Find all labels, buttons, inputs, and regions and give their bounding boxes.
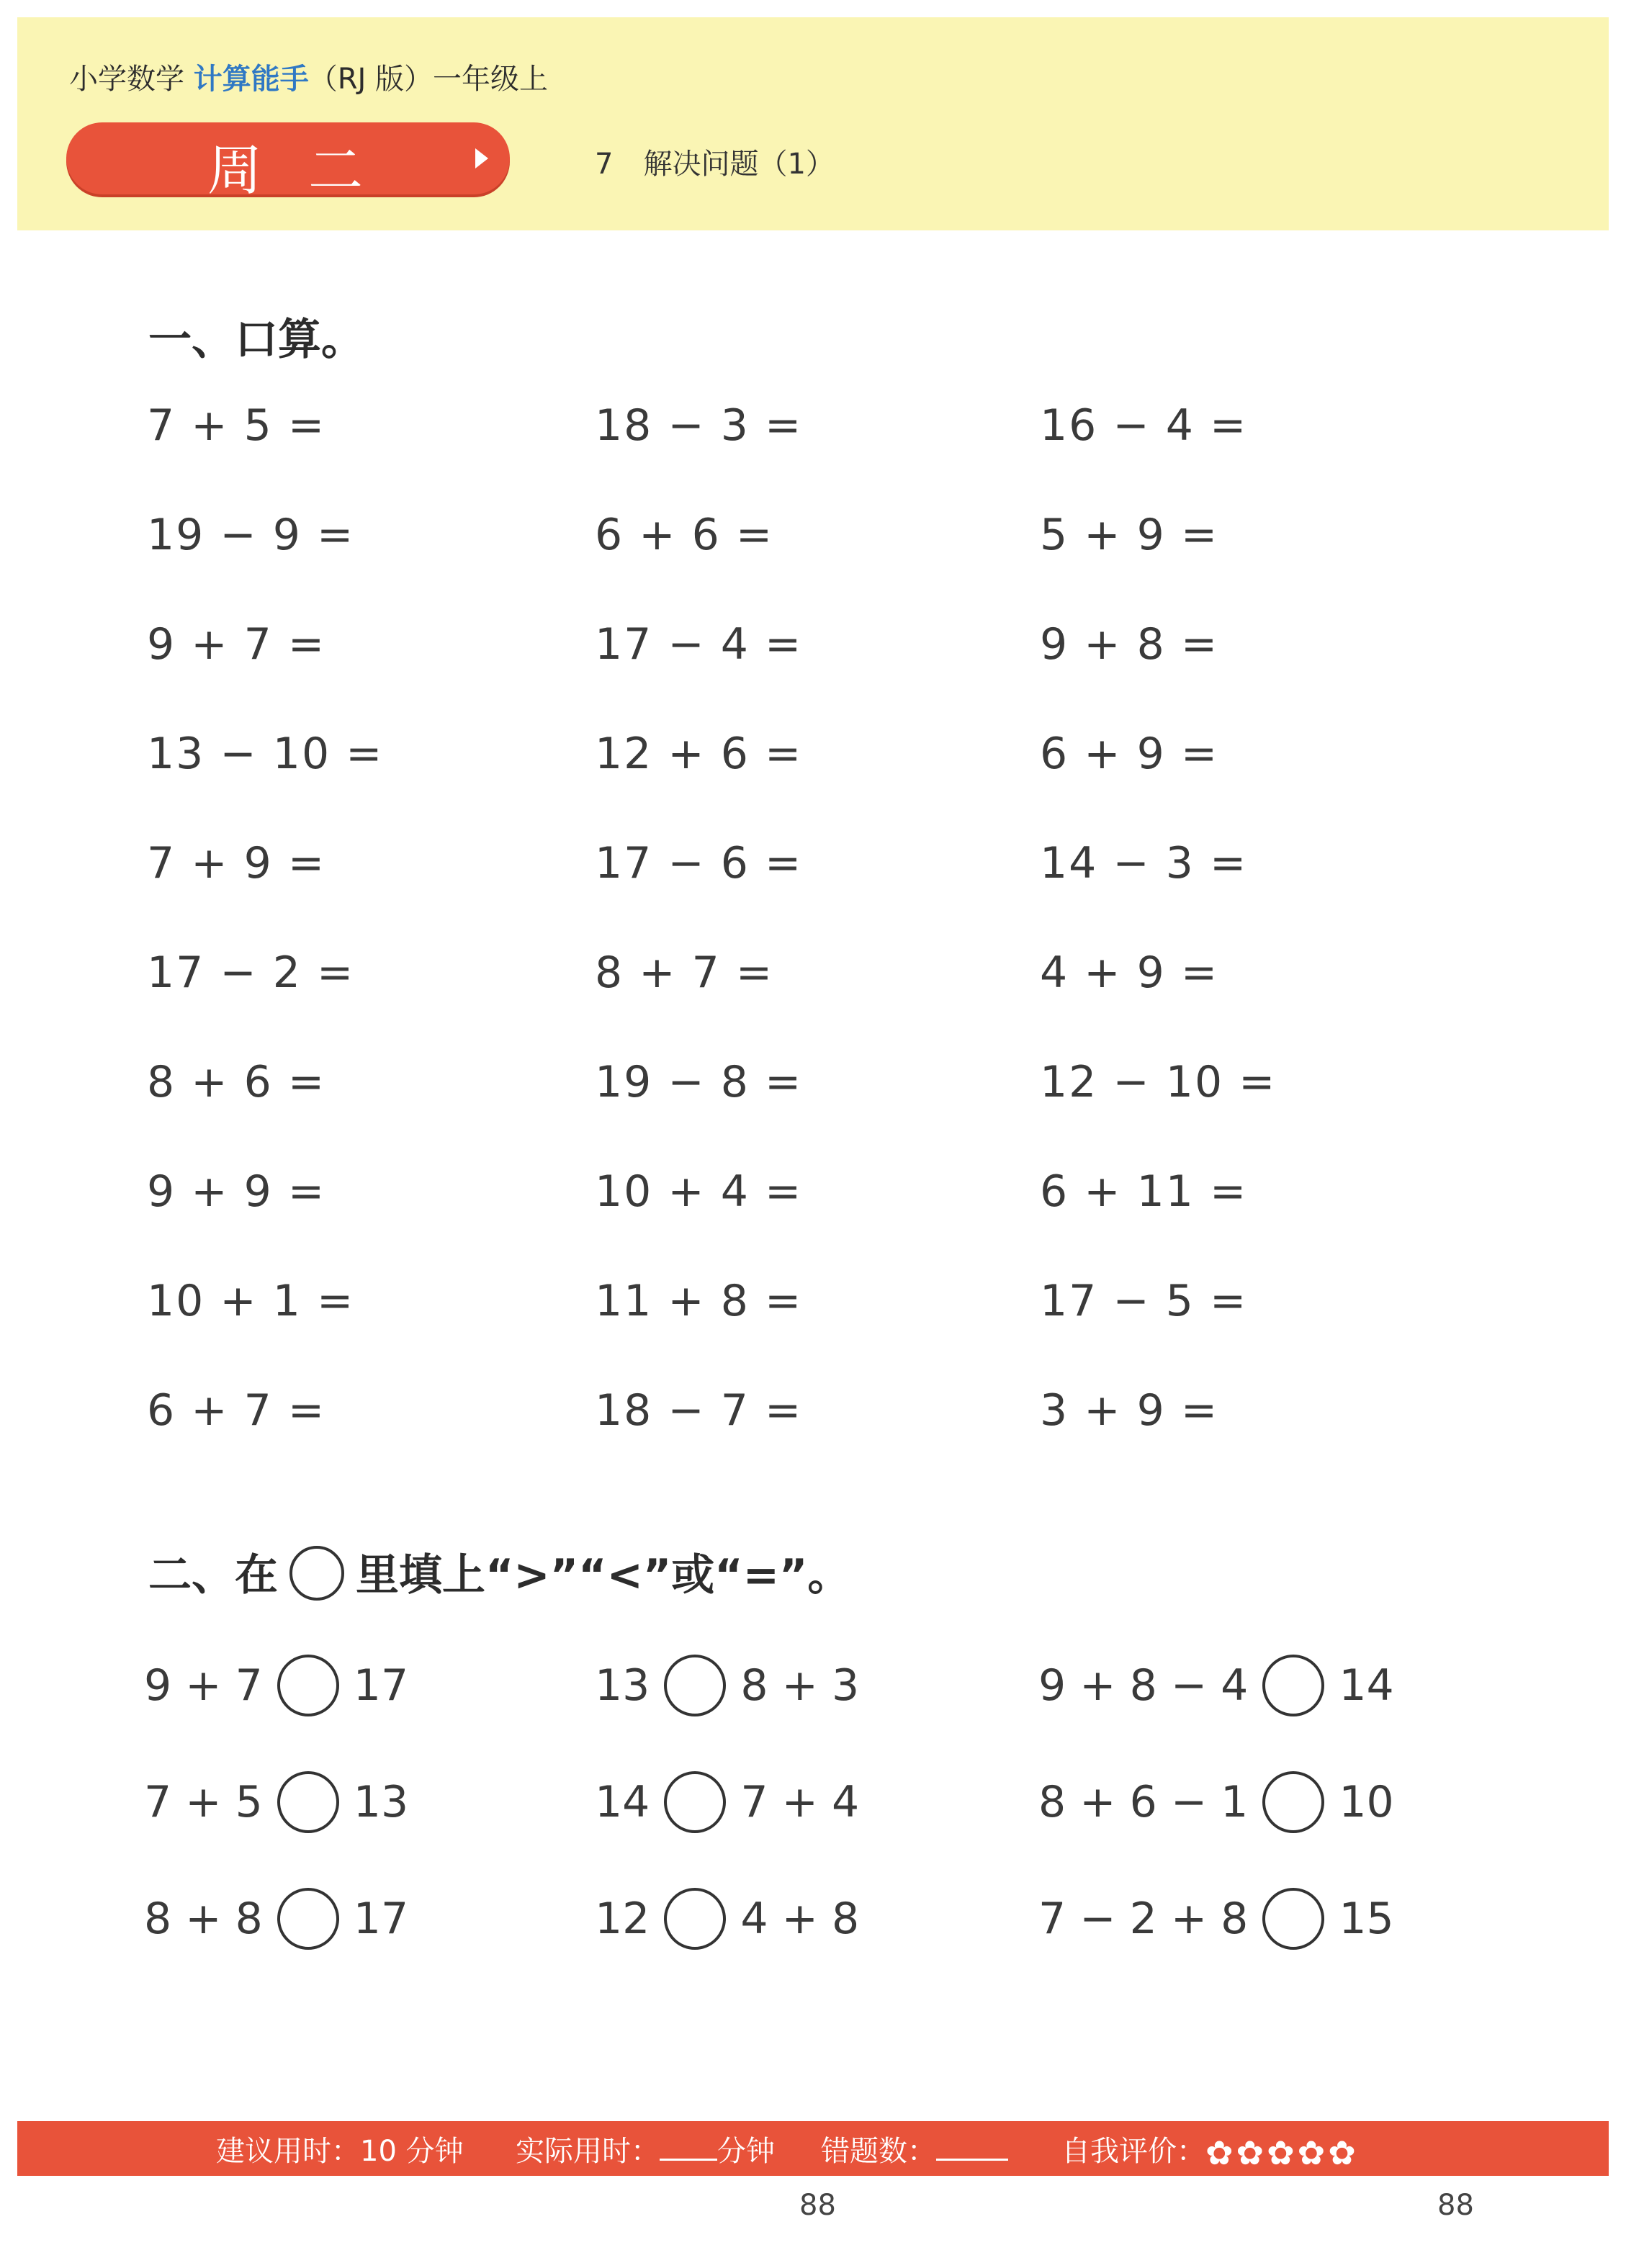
answer-circle[interactable] [1262,1771,1324,1833]
self-evaluation: 自我评价：✿✿✿✿✿ [1061,2128,1359,2172]
lesson-number: 7 [595,148,614,181]
arith-item: 17 − 6 = [595,838,803,888]
suggested-time: 建议用时：10 分钟 [216,2135,464,2168]
arith-item: 7 + 9 = [147,838,326,888]
actual-time-blank[interactable] [660,2134,717,2161]
flower-star-icon[interactable]: ✿ [1267,2133,1295,2172]
arith-item: 17 − 2 = [147,948,355,998]
arith-item: 6 + 6 = [595,510,774,560]
answer-circle[interactable] [1262,1888,1324,1950]
page-number-center: 88 [799,2189,836,2222]
arith-item: 12 + 6 = [595,729,803,779]
rating-stars[interactable] [1205,2133,1359,2172]
arith-item: 3 + 9 = [1040,1385,1219,1436]
arith-item: 9 + 7 = [147,619,326,670]
compare-item: 13 8 + 3 [595,1655,859,1716]
arith-item: 19 − 8 = [595,1057,803,1107]
compare-item: 9 + 8 − 4 14 [1038,1655,1394,1716]
arith-item: 17 − 4 = [595,619,803,670]
compare-item: 7 + 5 13 [144,1771,408,1833]
compare-item: 12 4 + 8 [595,1888,859,1950]
answer-circle[interactable] [664,1655,726,1716]
section-1-title: 一、口算。 [148,315,364,365]
day-label: 周二 [207,138,409,202]
error-count: 错题数： [821,2128,1008,2169]
flower-star-icon[interactable]: ✿ [1297,2133,1326,2172]
lesson-heading [595,141,835,182]
compare-item: 14 7 + 4 [595,1771,859,1833]
day-pill [66,122,510,202]
arith-item: 10 + 4 = [595,1166,803,1217]
arith-item: 5 + 9 = [1040,510,1219,560]
arith-item: 19 − 9 = [147,510,355,560]
arith-item: 6 + 9 = [1040,729,1219,779]
book-title: 小学数学 计算能手（RJ 版）一年级上 [69,63,549,96]
circle-icon [289,1546,344,1601]
compare-item: 8 + 8 17 [144,1888,408,1950]
play-arrow-icon [475,148,488,168]
answer-circle[interactable] [277,1771,339,1833]
answer-circle[interactable] [664,1771,726,1833]
arith-item: 6 + 11 = [1040,1166,1248,1217]
flower-star-icon[interactable]: ✿ [1328,2133,1356,2172]
actual-time: 实际用时： 分钟 [516,2135,775,2168]
arith-item: 12 − 10 = [1040,1057,1277,1107]
compare-item: 8 + 6 − 1 10 [1038,1771,1394,1833]
arith-item: 6 + 7 = [147,1385,326,1436]
answer-circle[interactable] [277,1888,339,1950]
arith-item: 17 − 5 = [1040,1276,1248,1326]
answer-circle[interactable] [664,1888,726,1950]
book-brand: 计算能手 [193,63,309,96]
arith-item: 10 + 1 = [147,1276,355,1326]
answer-circle[interactable] [1262,1655,1324,1716]
error-count-blank[interactable] [936,2134,1008,2161]
arith-item: 9 + 9 = [147,1166,326,1217]
arith-item: 9 + 8 = [1040,619,1219,670]
lesson-title: 解决问题（1） [643,148,835,181]
arith-item: 7 + 5 = [147,400,326,451]
arith-item: 8 + 7 = [595,948,774,998]
compare-item: 7 − 2 + 8 15 [1038,1888,1394,1950]
compare-item: 9 + 7 17 [144,1655,408,1716]
footer-band [17,2121,1609,2176]
arith-item: 14 − 3 = [1040,838,1248,888]
arith-item: 8 + 6 = [147,1057,326,1107]
section-2-title: 二、在 里填上“>”“<”或“=”。 [148,1541,850,1605]
answer-circle[interactable] [277,1655,339,1716]
arith-item: 13 − 10 = [147,729,384,779]
flower-star-icon[interactable]: ✿ [1205,2133,1234,2172]
flower-star-icon[interactable]: ✿ [1236,2133,1265,2172]
page-number-right: 88 [1437,2189,1474,2222]
arith-item: 11 + 8 = [595,1276,803,1326]
arith-item: 16 − 4 = [1040,400,1248,451]
arith-item: 4 + 9 = [1040,948,1219,998]
arith-item: 18 − 3 = [595,400,803,451]
arith-item: 18 − 7 = [595,1385,803,1436]
